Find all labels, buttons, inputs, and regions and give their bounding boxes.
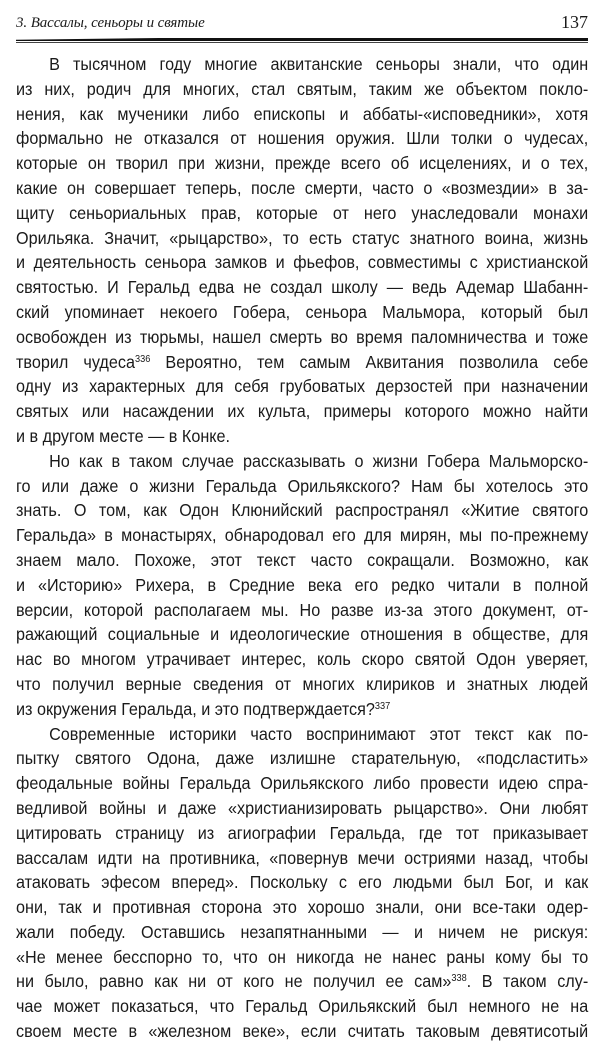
text-line: версии, которой располагаем мы. Но разве из-за этого документ, от- xyxy=(16,599,589,620)
text-line: жали победу. Оставшись незапятнанными — и ничем не рискуя: xyxy=(16,921,589,942)
text-line: и в другом месте — в Конке. xyxy=(16,425,231,446)
text-line: В тысячном году многие аквитанские сеньоры знали, что один xyxy=(49,54,589,74)
footnote-ref-338[interactable]: 338 xyxy=(451,973,467,985)
text-line: святых или насаждении их культа, примеры которого можно найти xyxy=(16,401,589,422)
text-line: Современные историки часто воспринимают этот текст как по- xyxy=(49,723,589,744)
text-line: что получил верные сведения от многих клириков и знатных людей xyxy=(16,673,589,694)
text-segment: Вероятно, тем самым Аквитания позволила себе xyxy=(150,351,589,372)
text-line: из них, родич для многих, стал святым, таким же объектом покло- xyxy=(16,78,589,99)
page-header xyxy=(16,12,588,36)
text-line: го или даже о жизни Геральда Орильякского? Нам бы хотелось это xyxy=(16,475,589,496)
body-text xyxy=(16,52,588,1044)
text-line: цитировать страницу из агиографии Геральда, где тот приказывает xyxy=(16,822,589,843)
text-line: они, так и противная сторона это хорошо знали, они все-таки одер- xyxy=(16,897,589,918)
text-line: знаем мало. Похоже, этот текст часто сокращали. Возможно, как xyxy=(16,549,589,570)
text-line: вассалам идти на противника, «повернув мечи остриями назад, чтобы xyxy=(16,847,589,868)
header-rule-thin xyxy=(16,42,588,43)
header-rule-thick xyxy=(16,38,588,41)
text-line-with-footnote xyxy=(16,969,588,994)
text-line: щиту сеньориальных прав, которые от него унаследовали монахи xyxy=(16,202,589,223)
page-number: 137 xyxy=(561,12,588,32)
text-line: какие он совершает теперь, после смерти, часто о «возмездии» в за- xyxy=(16,177,589,198)
text-line: атаковать эфесом вперед». Поскольку с его людьми был Бог, и как xyxy=(16,872,589,893)
text-line: феодальные войны Геральда Орильякского либо провести идею спра- xyxy=(16,773,589,794)
text-segment: творил чудеса xyxy=(16,351,135,372)
text-line: и «Историю» Рихера, в Средние века его редко читали в полной xyxy=(16,574,589,595)
text-line: своем месте в «железном веке», если считать таковым девятисотый xyxy=(16,1021,589,1042)
footnote-ref-336[interactable]: 336 xyxy=(134,353,151,365)
text-line: одну из характерных для себя грубоватых дерзостей при назначении xyxy=(16,376,589,397)
text-line: ский упоминает некоего Гобера, сеньора Мальмора, который был xyxy=(16,301,589,322)
text-line: ведливой войны и даже «христианизировать рыцарство». Они любят xyxy=(16,797,589,818)
text-segment: . В таком слу- xyxy=(466,971,589,992)
text-line: Геральда» в монастырях, обнародовал его для мирян, мы по-прежнему xyxy=(16,525,589,546)
footnote-ref-337[interactable]: 337 xyxy=(374,700,391,712)
text-line: чае может показаться, что Геральд Орильякский был немного не на xyxy=(16,996,589,1017)
text-line: Орильяка. Значит, «рыцарство», то есть статус знатного воина, жизнь xyxy=(16,227,589,248)
text-line-with-footnote xyxy=(16,697,588,722)
text-segment: из окружения Геральда, и это подтверждается? xyxy=(16,698,375,719)
running-title: 3. Вассалы, сеньоры и святые xyxy=(16,15,205,31)
text-line-with-footnote xyxy=(16,350,588,375)
text-line: которые он творил при жизни, прежде всего об исцелениях, и о тех, xyxy=(16,153,589,174)
text-line: знать. О том, как Одон Клюнийский распространял «Житие святого xyxy=(16,500,589,521)
text-line: формально не отказался от ношения оружия. Шли толки о чудесах, xyxy=(16,128,589,149)
text-segment: ни было, равно как ни от кого не получил ее сам» xyxy=(16,971,452,992)
text-line: «Не менее бесспорно то, что он никогда не нанес раны кому бы то xyxy=(16,946,589,967)
text-line: освобожден из тюрьмы, нашел смерть во время паломничества и тоже xyxy=(16,326,589,347)
text-line: нас во многом утрачивает интерес, коль скоро святой Одон уверяет, xyxy=(16,649,589,670)
text-line: и деятельность сеньора замков и фьефов, совместимы с христианской xyxy=(16,252,589,273)
text-line: святостью. И Геральд едва не создал школу — ведь Адемар Шабанн- xyxy=(16,277,589,298)
text-line: ражающий социальные и идеологические отношения в обществе, для xyxy=(16,624,589,645)
text-line: пытку святого Одона, даже излишне старательную, «подсластить» xyxy=(16,748,589,769)
text-line: Но как в таком случае рассказывать о жизни Гобера Мальморско- xyxy=(49,450,589,471)
header-rule xyxy=(16,38,588,43)
text-line: нения, как мученики либо епископы и аббаты-«исповедники», хотя xyxy=(16,103,589,124)
